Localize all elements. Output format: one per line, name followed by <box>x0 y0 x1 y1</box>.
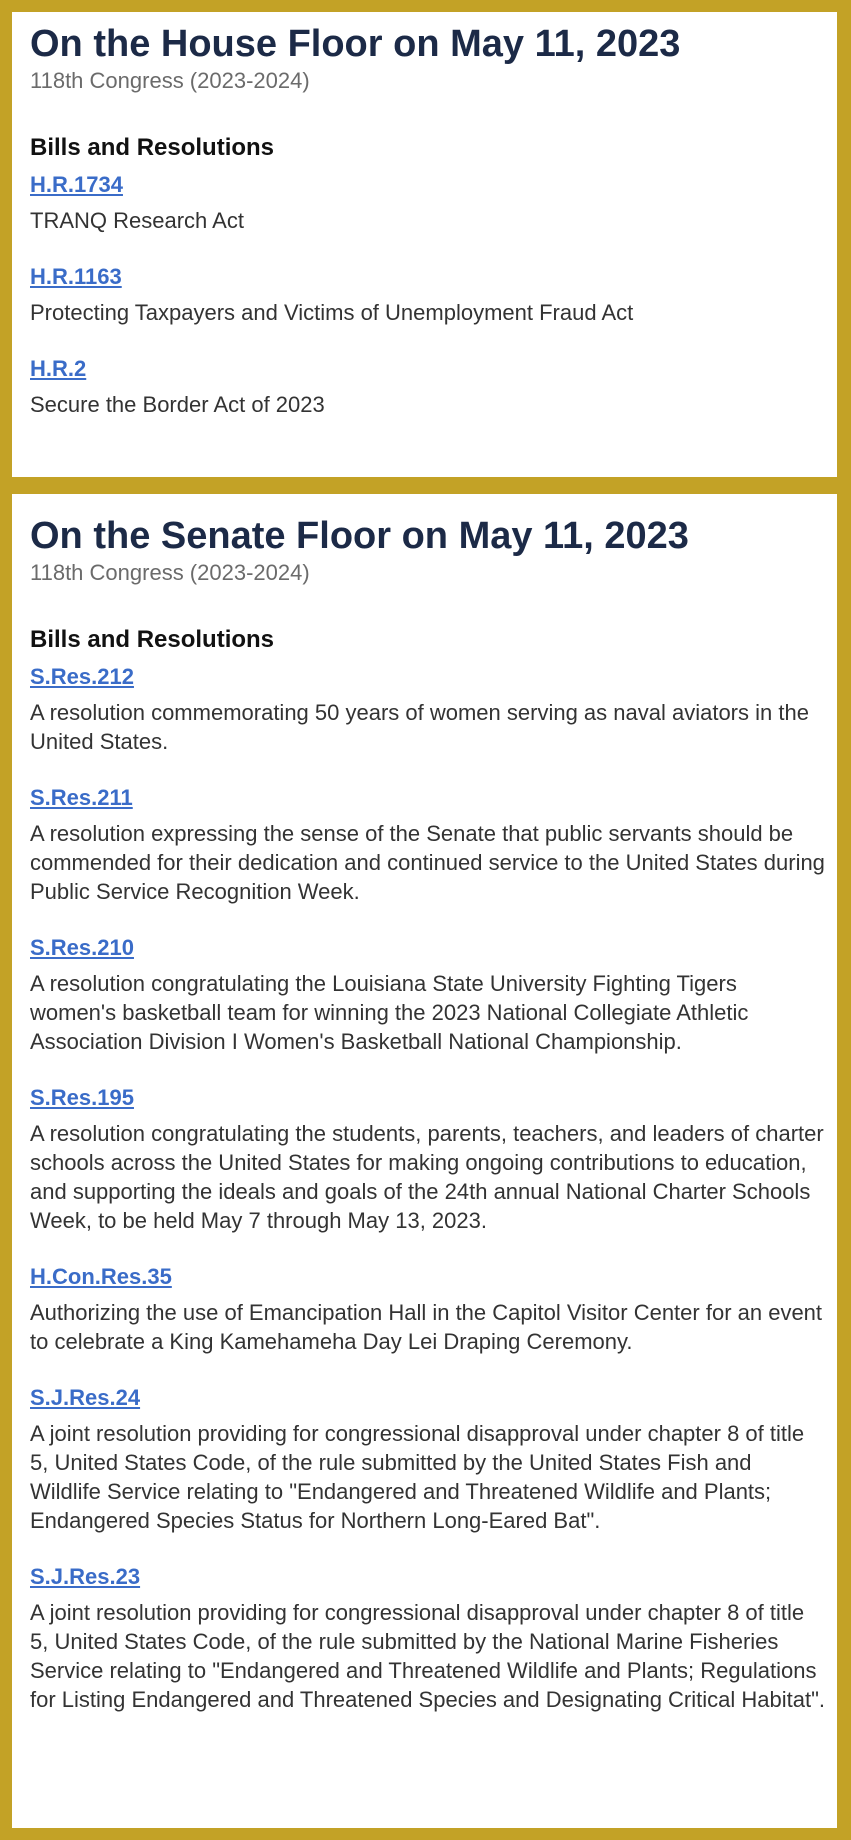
bill-description: TRANQ Research Act <box>30 208 244 233</box>
bill-item <box>30 663 825 756</box>
house-floor-panel <box>12 12 837 477</box>
bill-item <box>30 171 825 235</box>
bill-description: A resolution congratulating the Louisiana State University Fighting Tigers women's basketball team for winning the 2023 National Collegiate Athletic Association Division I Women's Basketball National Championship. <box>30 971 749 1054</box>
house-floor-title: On the House Floor on May 11, 2023 <box>30 23 681 65</box>
bill-description: Secure the Border Act of 2023 <box>30 392 325 417</box>
bill-description: A joint resolution providing for congressional disapproval under chapter 8 of title 5, United States Code, of the rule submitted by the United States Fish and Wildlife Service relating to "Endangered and Threatened Wildlife and Plants; Endangered Species Status for Northern Long-Eared Bat". <box>30 1421 805 1533</box>
bill-description: A resolution congratulating the students, parents, teachers, and leaders of charter schools across the United States for making ongoing contributions to education, and supporting the ideals and goals of the 24th annual National Charter Schools Week, to be held May 7 through May 13, 2023. <box>30 1121 824 1233</box>
bill-description: Authorizing the use of Emancipation Hall in the Capitol Visitor Center for an event to celebrate a King Kamehameha Day Lei Draping Ceremony. <box>30 1300 823 1354</box>
bill-item <box>30 1563 825 1714</box>
bill-item <box>30 784 825 906</box>
bill-link[interactable]: H.R.1734 <box>30 172 123 197</box>
house-section-heading: Bills and Resolutions <box>30 134 275 161</box>
bill-link[interactable]: H.R.2 <box>30 356 87 381</box>
house-congress-label: 118th Congress (2023-2024) <box>30 68 310 93</box>
senate-floor-title: On the Senate Floor on May 11, 2023 <box>30 515 689 557</box>
senate-floor-panel <box>12 494 837 1828</box>
bill-item <box>30 1084 825 1235</box>
bill-description: Protecting Taxpayers and Victims of Unemployment Fraud Act <box>30 300 634 325</box>
senate-congress-label: 118th Congress (2023-2024) <box>30 560 310 585</box>
bill-item <box>30 263 825 327</box>
bill-link[interactable]: H.R.1163 <box>30 264 122 289</box>
bill-link[interactable]: S.Res.212 <box>30 664 134 689</box>
bill-link[interactable]: S.J.Res.24 <box>30 1385 141 1410</box>
bill-link[interactable]: S.Res.211 <box>30 785 133 810</box>
bill-item <box>30 1263 825 1356</box>
bill-description: A resolution expressing the sense of the Senate that public servants should be commended for their dedication and continued service to the United States during Public Service Recognition Week. <box>30 821 825 904</box>
senate-section-heading: Bills and Resolutions <box>30 626 275 653</box>
bill-item <box>30 1384 825 1535</box>
bill-link[interactable]: H.Con.Res.35 <box>30 1264 172 1289</box>
bill-link[interactable]: S.Res.195 <box>30 1085 134 1110</box>
bill-link[interactable]: S.Res.210 <box>30 935 134 960</box>
bill-description: A resolution commemorating 50 years of women serving as naval aviators in the United States. <box>30 700 809 754</box>
bill-link[interactable]: S.J.Res.23 <box>30 1564 141 1589</box>
bill-item <box>30 355 825 419</box>
bill-item <box>30 934 825 1056</box>
bill-description: A joint resolution providing for congressional disapproval under chapter 8 of title 5, United States Code, of the rule submitted by the National Marine Fisheries Service relating to "Endangered and Threatened Wildlife and Plants; Regulations for Listing Endangered and Threatened Species and Designating Critical Habitat". <box>30 1600 826 1712</box>
